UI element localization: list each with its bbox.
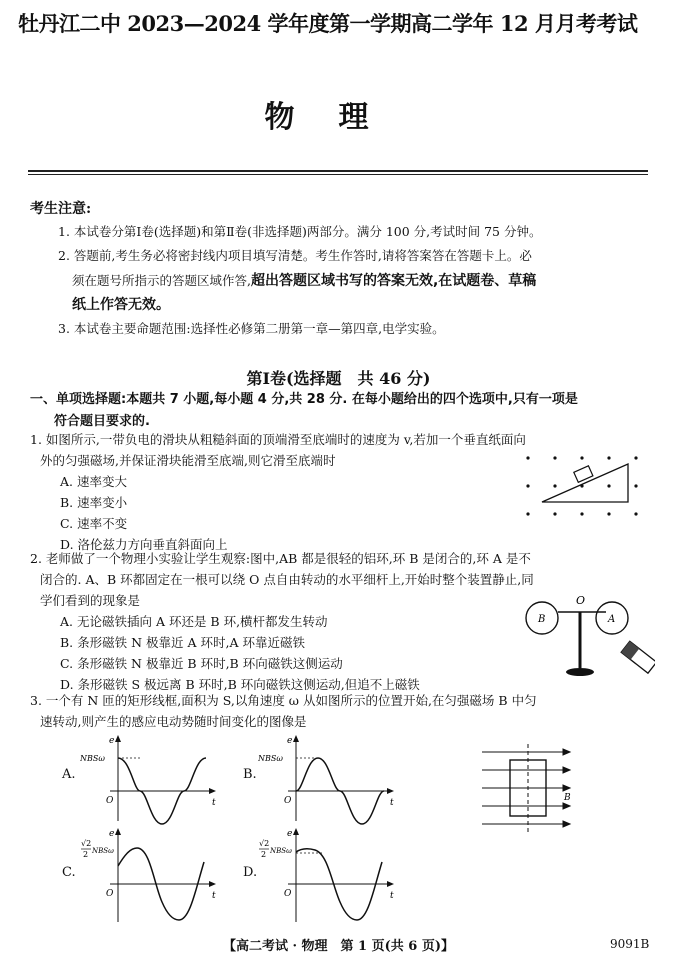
question-1-option-a: A. 速率变大 <box>60 474 127 489</box>
axis-label-e: e <box>287 829 293 839</box>
amplitude-label: NBSω <box>270 847 292 855</box>
graph-b <box>258 733 398 825</box>
question-1-option-d: D. 洛伦兹力方向垂直斜面向上 <box>60 537 228 552</box>
question-1-option-b: B. 速率变小 <box>60 495 128 510</box>
question-2-option-a: A. 无论磁铁插向 A 环还是 B 环,横杆都发生转动 <box>60 614 328 629</box>
part-instructions-line-2: 符合题目要求的. <box>54 414 150 429</box>
subject-title: 物理 <box>264 100 413 135</box>
exam-title: 牡丹江二中 2023—2024 学年度第一学期高二学年 12 月月考考试 <box>18 11 638 36</box>
notice-item-3: 3. 本试卷主要命题范围:选择性必修第二册第一章—第四章,电学实验。 <box>58 321 445 336</box>
ring-label-a: A <box>608 614 616 625</box>
question-2-option-b: B. 条形磁铁 N 极靠近 A 环时,A 环靠近磁铁 <box>60 635 305 650</box>
axis-label-t: t <box>212 891 216 901</box>
pivot-label-o: O <box>576 594 586 607</box>
graph-a <box>80 733 220 825</box>
coil-in-field-figure <box>478 742 578 834</box>
notice-item-2-line-3 <box>72 294 672 316</box>
question-2-option-d: D. 条形磁铁 S 极远离 B 环时,B 环向磁铁这侧运动,但追不上磁铁 <box>60 677 420 692</box>
notice-item-2-emphasis: 超出答题区域书写的答案无效,在试题卷、草稿 <box>250 273 537 289</box>
notice-item-2-emphasis-end: 纸上作答无效。 <box>72 297 170 313</box>
question-2-option-c: C. 条形磁铁 N 极靠近 B 环时,B 环向磁铁这侧运动 <box>60 656 343 671</box>
amplitude-label: NBSω <box>80 754 105 763</box>
part-instructions <box>30 389 660 433</box>
question-2-line-2: 闭合的. A、B 环都固定在一根可以绕 O 点自由转动的水平细杆上,开始时整个装置静止,同 <box>40 572 534 587</box>
graph-a-label: A. <box>62 767 76 782</box>
axis-label-t: t <box>390 891 394 901</box>
header-rule-thin <box>28 174 648 175</box>
header-rule <box>28 170 648 172</box>
paper-code: 9091B <box>610 937 650 951</box>
origin-label: O <box>106 796 114 806</box>
origin-label: O <box>106 889 114 899</box>
graph-d-label: D. <box>243 865 258 880</box>
graph-c <box>80 826 220 926</box>
axis-label-e: e <box>109 829 115 839</box>
amplitude-label: NBSω <box>258 754 283 763</box>
section-title: 第Ⅰ卷(选择题 共 46 分) <box>246 369 431 388</box>
question-3-line-1: 3. 一个有 N 匝的矩形线框,面积为 S,以角速度 ω 从如图所示的位置开始,在匀强磁场 B 中匀 <box>30 693 537 708</box>
origin-label: O <box>284 796 292 806</box>
graph-d <box>258 826 398 926</box>
question-3 <box>30 690 660 732</box>
question-1-option-c: C. 速率不变 <box>60 516 128 531</box>
axis-label-t: t <box>212 798 216 808</box>
axis-label-e: e <box>287 736 293 746</box>
graph-c-label: C. <box>62 865 76 880</box>
axis-label-t: t <box>390 798 394 808</box>
notice-item-2-line-2 <box>72 270 672 292</box>
incline-magnetic-field-figure <box>518 450 648 522</box>
notice-item-2-line-1: 2. 答题前,考生务必将密封线内项目填写清楚。考生作答时,请将答案答在答题卡上。必 <box>58 248 532 263</box>
notice-heading: 考生注意: <box>30 201 92 217</box>
bar-magnet <box>621 641 655 673</box>
question-2-line-1: 2. 老师做了一个物理小实验让学生观察:图中,AB 都是很轻的铝环,环 B 是闭合的,环 A 是不 <box>30 551 531 566</box>
question-1-line-1: 1. 如图所示,一带负电的滑块从粗糙斜面的顶端滑至底端时的速度为 v,若加一个垂直纸面向 <box>30 432 526 447</box>
field-label-b: B <box>564 793 571 803</box>
notice-item-1: 1. 本试卷分第Ⅰ卷(选择题)和第Ⅱ卷(非选择题)两部分。满分 100 分,考试时间 75 分钟。 <box>58 224 542 239</box>
sqrt-numerator: √2 <box>81 839 92 848</box>
aluminum-rings-figure <box>520 592 655 684</box>
part-instructions-line-1: 一、单项选择题:本题共 7 小题,每小题 4 分,共 28 分. 在每小题给出的四个选项中,只有一项是 <box>30 392 578 407</box>
sqrt-denominator: 2 <box>83 850 89 859</box>
page-footer: 【高二考试 · 物理 第 1 页(共 6 页)】 <box>222 939 455 954</box>
sqrt-denominator: 2 <box>261 850 267 859</box>
origin-label: O <box>284 889 292 899</box>
ring-label-b: B <box>538 614 546 625</box>
question-2-line-3: 学们看到的现象是 <box>40 593 141 608</box>
notice-item-2-plain: 须在题号所指示的答题区域作答, <box>72 273 251 288</box>
graph-b-label: B. <box>243 767 257 782</box>
sqrt-numerator: √2 <box>259 839 270 848</box>
question-1-line-2: 外的匀强磁场,并保证滑块能滑至底端,则它滑至底端时 <box>40 453 336 468</box>
question-3-line-2: 速转动,则产生的感应电动势随时间变化的图像是 <box>40 714 307 729</box>
axis-label-e: e <box>109 736 115 746</box>
amplitude-label: NBSω <box>92 847 114 855</box>
